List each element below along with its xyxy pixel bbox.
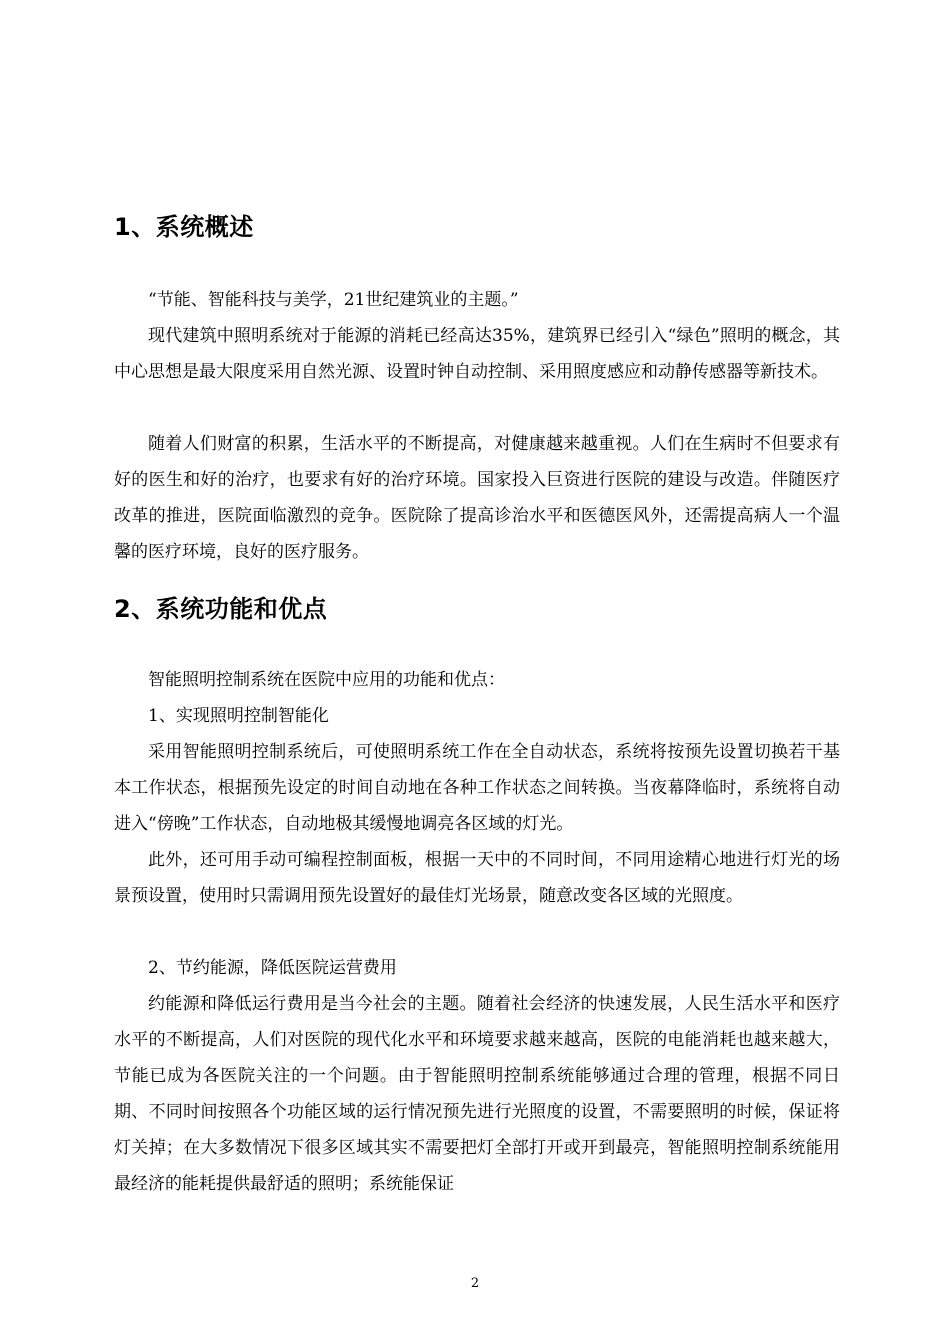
section-1-paragraph-2: 现代建筑中照明系统对于能源的消耗已经高达35%，建筑界已经引入“绿色”照明的概念，其中心思想是最大限度采用自然光源、设置时钟自动控制、采用照度感应和动静传感器等新技术。 bbox=[114, 326, 840, 382]
section-1-paragraph-1: “节能、智能科技与美学，21世纪建筑业的主题。” bbox=[148, 290, 519, 310]
section-2-heading: 2、系统功能和优点 bbox=[114, 595, 328, 623]
section-2-paragraph-1: 智能照明控制系统在医院中应用的功能和优点： bbox=[148, 670, 505, 690]
section-1-paragraph-3: 随着人们财富的积累，生活水平的不断提高，对健康越来越重视。人们在生病时不但要求有好的医生和好的治疗，也要求有好的治疗环境。国家投入巨资进行医院的建设与改造。伴随医疗改革的推进，医院面临激烈的竞争。医院除了提高诊治水平和医德医风外，还需提高病人一个温馨的医疗环境，良好的医疗服务。 bbox=[114, 434, 840, 562]
section-2-paragraph-4: 约能源和降低运行费用是当今社会的主题。随着社会经济的快速发展，人民生活水平和医疗水平的不断提高，人们对医院的现代化水平和环境要求越来越高，医院的电能消耗也越来越大，节能已成为各医院关注的一个问题。由于智能照明控制系统能够通过合理的管理，根据不同日期、不同时间按照各个功能区域的运行情况预先进行光照度的设置，不需要照明的时候，保证将灯关掉；在大多数情况下很多区域其实不需要把灯全部打开或开到最亮，智能照明控制系统能用最经济的能耗提供最舒适的照明；系统能保证 bbox=[114, 994, 840, 1194]
section-2-subheading-2: 2、节约能源，降低医院运营费用 bbox=[148, 958, 397, 978]
section-2-paragraph-2: 采用智能照明控制系统后，可使照明系统工作在全自动状态，系统将按预先设置切换若干基本工作状态，根据预先设定的时间自动地在各种工作状态之间转换。当夜幕降临时，系统将自动进入“傍晚”工作状态，自动地极其缓慢地调亮各区域的灯光。 bbox=[114, 742, 840, 834]
section-1-heading: 1、系统概述 bbox=[114, 213, 254, 241]
page-number: 2 bbox=[470, 1276, 480, 1291]
section-2-subheading-1: 1、实现照明控制智能化 bbox=[148, 706, 329, 726]
section-2-paragraph-3: 此外，还可用手动可编程控制面板，根据一天中的不同时间，不同用途精心地进行灯光的场景预设置，使用时只需调用预先设置好的最佳灯光场景，随意改变各区域的光照度。 bbox=[114, 850, 840, 906]
